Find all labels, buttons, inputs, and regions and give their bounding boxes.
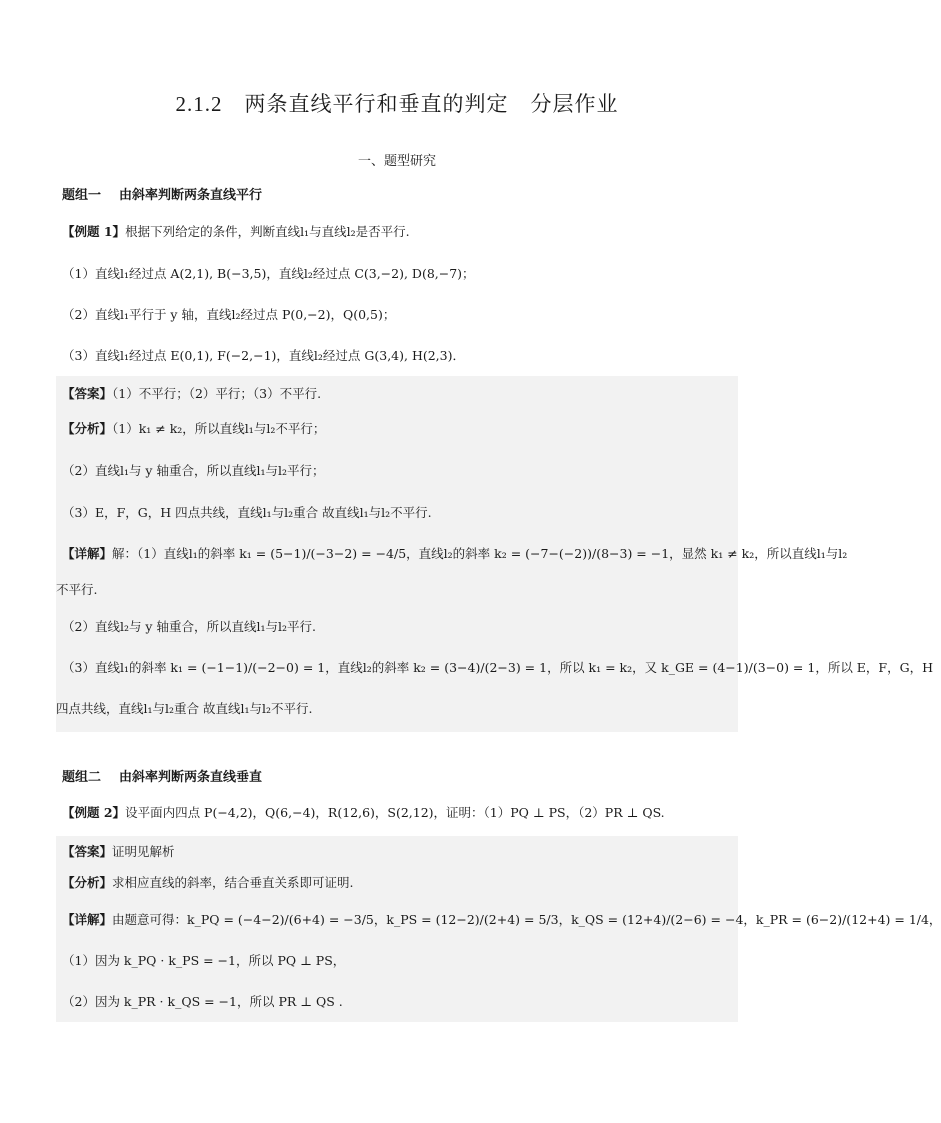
detail1-line1: 【详解】解：（1）直线l₁的斜率 k₁ = (5−1)/(−3−2) = −4/5，直线l₂的斜率 k₂ = (−7−(−2))/(8−3) = −1，显然 k₁ ≠ k₂，所以直线l₁与l₂ xyxy=(62,546,848,561)
analysis1-line3: （3）E，F，G，H 四点共线，直线l₁与l₂重合 故直线l₁与l₂不平行. xyxy=(62,505,432,520)
answer2: 【答案】证明见解析 xyxy=(62,844,175,859)
detail1-line3b: 四点共线，直线l₁与l₂重合 故直线l₁与l₂不平行. xyxy=(56,701,313,716)
example1-prompt: 【例题 1】根据下列给定的条件，判断直线l₁与直线l₂是否平行. xyxy=(62,224,410,239)
title-text: 两条直线平行和垂直的判定 分层作业 xyxy=(244,92,619,116)
example1-question3: （3）直线l₁经过点 E(0,1), F(−2,−1)，直线l₂经过点 G(3,4), H(2,3)． xyxy=(62,348,465,363)
example1-question1: （1）直线l₁经过点 A(2,1), B(−3,5)，直线l₂经过点 C(3,−2), D(8,−7)； xyxy=(62,266,475,281)
analysis1-line1: 【分析】（1）k₁ ≠ k₂，所以直线l₁与l₂不平行； xyxy=(62,421,326,436)
group2-heading: 题组二 由斜率判断两条直线垂直 xyxy=(62,770,263,785)
page-title xyxy=(0,88,794,118)
analysis1-line2: （2）直线l₁与 y 轴重合，所以直线l₁与l₂平行； xyxy=(62,463,325,478)
example1-question2: （2）直线l₁平行于 y 轴，直线l₂经过点 P(0,−2)，Q(0,5)； xyxy=(62,307,396,322)
detail1-line1b: 不平行. xyxy=(56,582,98,597)
detail2-line3: （2）因为 k_PR · k_QS = −1，所以 PR ⊥ QS . xyxy=(62,994,343,1009)
group1-heading: 题组一 由斜率判断两条直线平行 xyxy=(62,188,263,203)
detail2-line2: （1）因为 k_PQ · k_PS = −1，所以 PQ ⊥ PS， xyxy=(62,953,346,968)
detail1-line3: （3）直线l₁的斜率 k₁ = (−1−1)/(−2−0) = 1，直线l₂的斜率 k₂ = (3−4)/(2−3) = 1，所以 k₁ = k₂，又 k_GE = (4−1)/(3−0) = 1，所以 E，F，G，H xyxy=(62,660,933,675)
section-title: 一、题型研究 xyxy=(357,154,436,169)
analysis2: 【分析】求相应直线的斜率，结合垂直关系即可证明. xyxy=(62,875,354,890)
answer1: 【答案】（1）不平行；（2）平行；（3）不平行. xyxy=(62,386,322,401)
title-number: 2.1.2 xyxy=(175,92,223,116)
detail1-line2: （2）直线l₂与 y 轴重合，所以直线l₁与l₂平行. xyxy=(62,619,316,634)
example2-prompt: 【例题 2】设平面内四点 P(−4,2)，Q(6,−4)，R(12,6)，S(2,12)，证明：（1）PQ ⊥ PS，（2）PR ⊥ QS. xyxy=(62,805,665,820)
detail2-line1: 【详解】由题意可得：k_PQ = (−4−2)/(6+4) = −3/5，k_PS = (12−2)/(2+4) = 5/3，k_QS = (12+4)/(2−6) = −4，k_PR = (6−2)/(12+4) = 1/4， xyxy=(62,912,941,927)
